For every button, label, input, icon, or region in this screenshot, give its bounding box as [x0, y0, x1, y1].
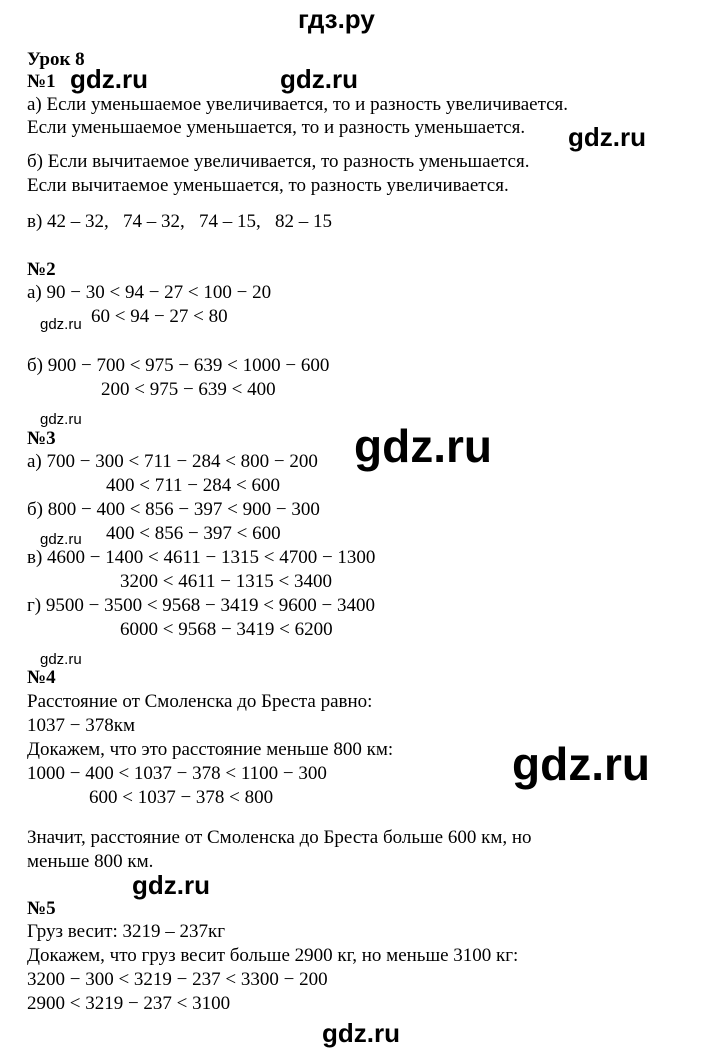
- task4-number: №4: [27, 667, 56, 688]
- task5-number: №5: [27, 898, 56, 919]
- watermark: gdz.ru: [512, 738, 650, 790]
- task4-conclusion-line2: меньше 800 км.: [27, 851, 154, 872]
- task5-line3: 3200 − 300 < 3219 − 237 < 3300 − 200: [27, 969, 328, 990]
- watermark: gdz.ru: [568, 122, 646, 152]
- task3-b-line1: б) 800 − 400 < 856 − 397 < 900 − 300: [27, 499, 320, 520]
- watermark: gdz.ru: [354, 420, 492, 472]
- watermark: gdz.ru: [280, 64, 358, 94]
- task1-b-line2: Если вычитаемое уменьшается, то разность увеличивается.: [27, 175, 509, 196]
- task3-c-line2: 3200 < 4611 − 1315 < 3400: [120, 571, 332, 592]
- watermark: gdz.ru: [40, 651, 82, 668]
- task3-a-line2: 400 < 711 − 284 < 600: [106, 475, 280, 496]
- task1-a-line2: Если уменьшаемое уменьшается, то и разность уменьшается.: [27, 117, 526, 138]
- task4-line2: 1037 − 378км: [27, 715, 135, 736]
- task3-a-line1: а) 700 − 300 < 711 − 284 < 800 − 200: [27, 451, 318, 472]
- task1-a-line1: а) Если уменьшаемое увеличивается, то и разность увеличивается.: [27, 94, 569, 115]
- watermark: gdz.ru: [132, 870, 210, 900]
- task3-number: №3: [27, 428, 56, 449]
- task5-line1: Груз весит: 3219 – 237кг: [27, 921, 226, 942]
- task4-line3: Докажем, что это расстояние меньше 800 км:: [27, 739, 394, 760]
- task2-b-line1: б) 900 − 700 < 975 − 639 < 1000 − 600: [27, 355, 330, 376]
- task1-c: в) 42 – 32, 74 – 32, 74 – 15, 82 – 15: [27, 211, 333, 232]
- task2-number: №2: [27, 259, 56, 280]
- watermark: gdz.ru: [40, 531, 82, 548]
- task3-d-line2: 6000 < 9568 − 3419 < 6200: [120, 619, 333, 640]
- task4-conclusion-line1: Значит, расстояние от Смоленска до Бреста больше 600 км, но: [27, 827, 532, 848]
- task3-c-line1: в) 4600 − 1400 < 4611 − 1315 < 4700 − 1300: [27, 547, 376, 568]
- task1-number: №1: [27, 71, 56, 92]
- task4-line5: 600 < 1037 − 378 < 800: [89, 787, 274, 808]
- watermark: gdz.ru: [70, 64, 148, 94]
- task2-a-line1: а) 90 − 30 < 94 − 27 < 100 − 20: [27, 282, 272, 303]
- task5-line4: 2900 < 3219 − 237 < 3100: [27, 993, 231, 1014]
- task3-b-line2: 400 < 856 − 397 < 600: [106, 523, 281, 544]
- watermark: gdz.ru: [40, 411, 82, 428]
- task4-line1: Расстояние от Смоленска до Бреста равно:: [27, 691, 373, 712]
- task2-b-line2: 200 < 975 − 639 < 400: [101, 379, 276, 400]
- lesson-title: Урок 8: [27, 49, 85, 70]
- watermark: gdz.ru: [40, 316, 82, 333]
- task2-a-line2: 60 < 94 − 27 < 80: [91, 306, 228, 327]
- task3-d-line1: г) 9500 − 3500 < 9568 − 3419 < 9600 − 3400: [27, 595, 375, 616]
- task1-b-line1: б) Если вычитаемое увеличивается, то разность уменьшается.: [27, 151, 530, 172]
- site-header: гдз.ру: [298, 4, 375, 34]
- task4-line4: 1000 − 400 < 1037 − 378 < 1100 − 300: [27, 763, 327, 784]
- task5-line2: Докажем, что груз весит больше 2900 кг, но меньше 3100 кг:: [27, 945, 519, 966]
- watermark: gdz.ru: [322, 1018, 400, 1048]
